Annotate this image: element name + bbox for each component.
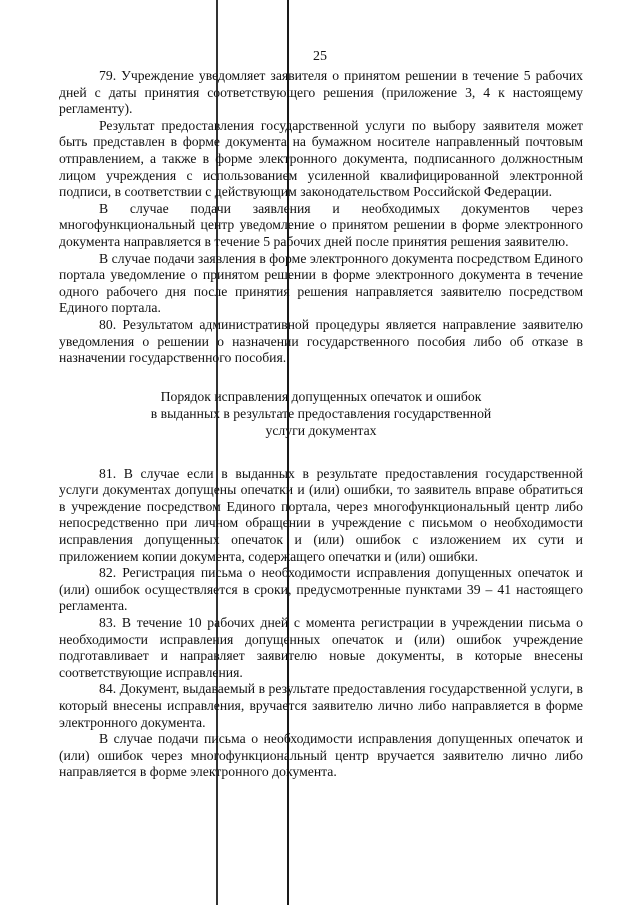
paragraph-80: 80. Результатом административной процедуры является направление заявителю уведомления о решении о назначении государственного пособия либо об отказе в назначении государственного пособия. bbox=[59, 316, 583, 366]
paragraph-mfc-delivery: В случае подачи письма о необходимости исправления допущенных опечаток и (или) ошибок через многофункциональный центр вручается заявителю лично либо направляется в форме электронного документа. bbox=[59, 731, 583, 780]
document-body bbox=[59, 68, 583, 781]
heading-line: в выданных в результате предоставления государственной bbox=[150, 405, 492, 421]
paragraph-82: 82. Регистрация письма о необходимости исправления допущенных опечаток и (или) ошибок осуществляется в сроки, предусмотренные пунктами 39 – 41 настоящего регламента. bbox=[59, 565, 583, 614]
paragraph-mfc-notification: В случае подачи заявления и необходимых документов через многофункциональный центр уведомление о принятом решении в форме электронного документа направляется в течение 5 рабочих дней после принятия решения заявителю. bbox=[59, 200, 583, 249]
paragraph-result-delivery: Результат предоставления государственной услуги по выбору заявителя может быть представлен в форме документа на бумажном носителе направленный почтовым отправлением, а также в форме электронного документа, подписанного должностным лицом учреждения с использованием усиленной квалифицированной электронной подписи, в соответствии с действующим законодательством Российской Федерации. bbox=[59, 117, 583, 200]
page-number: 25 bbox=[313, 49, 327, 64]
paragraph-84: 84. Документ, выдаваемый в результате предоставления государственной услуги, в который внесены исправления, вручается заявителю лично либо направляется в форме электронного документа. bbox=[59, 681, 583, 730]
section-heading bbox=[59, 388, 583, 439]
paragraph-portal-notification: В случае подачи заявления в форме электронного документа посредством Единого портала уведомление о принятом решении в форме электронного документа в течение одного рабочего дня после принятия решения направляется заявителю посредством Единого портала. bbox=[59, 250, 583, 316]
heading-line: услуги документах bbox=[265, 422, 377, 438]
heading-line: Порядок исправления допущенных опечаток и ошибок bbox=[160, 388, 482, 404]
paragraph-79: 79. Учреждение уведомляет заявителя о принятом решении в течение 5 рабочих дней с даты принятия соответствующего решения (приложение 3, 4 к настоящему регламенту). bbox=[59, 68, 583, 117]
paragraph-83: 83. В течение 10 рабочих дней с момента регистрации в учреждении письма о необходимости исправления допущенных опечаток и (или) ошибок учреждение подготавливает и направляет заявителю новые документы, в которые внесены соответствующие исправления. bbox=[59, 615, 583, 680]
paragraph-81: 81. В случае если в выданных в результате предоставления государственной услуги документах допущены опечатки и (или) ошибки, то заявитель вправе обратиться в учреждение посредством Единого портала, через многофункциональный центр либо непосредственно при личном обращении в учреждение с письмом о необходимости исправления допущенных опечаток и (или) ошибок с изложением их сути и приложением копии документа, содержащего опечатки и (или) ошибки. bbox=[59, 465, 583, 564]
